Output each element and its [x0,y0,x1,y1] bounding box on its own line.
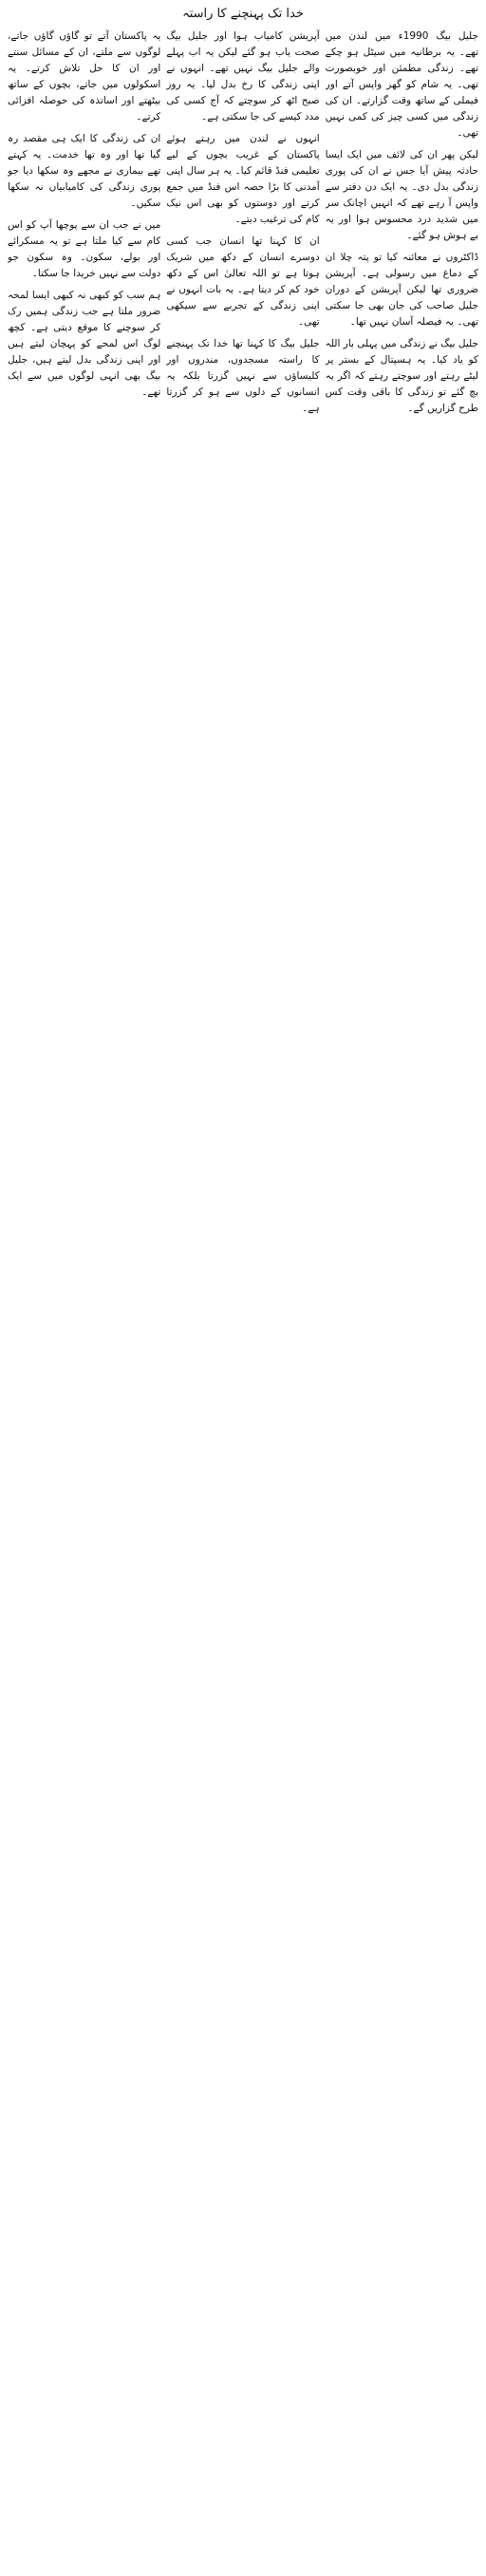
article-paragraph: میں نے جب ان سے پوچھا آپ کو اس کام سے کیا ملتا ہے تو یہ مسکرائے اور بولے، سکون۔ وہ سکون جو دولت سے نہیں خریدا جا سکتا۔ [8,219,161,279]
article-headline: خدا تک پہنچنے کا راستہ [182,7,304,21]
article-paragraph: ڈاکٹروں نے معائنہ کیا تو پتہ چلا ان کے دماغ میں رسولی ہے۔ آپریشن ضروری تھا لیکن آپریشن کے دوران جلیل صاحب کی جان بھی جا سکتی تھی۔ یہ فیصلہ آسان نہیں تھا۔ [325,252,478,328]
article-column [166,28,319,2568]
article-column [326,28,478,2568]
article-columns [8,28,478,2568]
article-paragraph: ان کا کہنا تھا انسان جب کسی دوسرے انسان کے دکھ میں شریک ہوتا ہے تو اللہ تعالیٰ اس کے دکھ خود کم کر دیتا ہے۔ یہ بات انہوں نے اپنی زندگی کے تجربے سے سیکھی تھی۔ [166,235,320,328]
article-paragraph: انہوں نے لندن میں رہتے ہوئے پاکستان کے غریب بچوں کے لیے تعلیمی فنڈ قائم کیا۔ یہ ہر سال اپنی آمدنی کا بڑا حصہ اس فنڈ میں جمع کرتے اور دوستوں کو بھی اس نیک کام کی ترغیب دیتے۔ [166,133,320,225]
article-paragraph: جلیل بیگ 1990ء میں لندن میں تھے۔ یہ برطانیہ میں سیٹل ہو چکے تھے۔ زندگی مطمئن اور خوبصورت تھی۔ یہ شام کو گھر واپس آتے اور فیملی کے ساتھ وقت گزارتے۔ ان کی زندگی میں کسی چیز کی کمی نہیں تھی۔ [325,30,478,139]
article-paragraph: آپریشن کامیاب ہوا اور جلیل بیگ صحت یاب ہو گئے لیکن یہ اب پہلے والے جلیل بیگ نہیں تھے۔ انہوں نے اپنی زندگی کا رخ بدل لیا۔ یہ روز صبح اٹھ کر سوچتے کہ آج کسی کی مدد کیسے کی جا سکتی ہے۔ [166,30,320,122]
article-paragraph: جلیل بیگ نے زندگی میں پہلی بار اللہ کو یاد کیا۔ یہ ہسپتال کے بستر پر لیٹے رہتے اور سوچتے رہتے کہ اگر یہ بچ گئے تو زندگی کا باقی وقت کس طرح گزاریں گے۔ [325,338,478,414]
article-paragraph: ہم سب کو کبھی نہ کبھی ایسا لمحہ ضرور ملتا ہے جب زندگی ہمیں رک کر سوچنے کا موقع دیتی ہے۔ کچھ لوگ اس لمحے کو پہچان لیتے ہیں اور اپنی زندگی بدل لیتے ہیں، جلیل بیگ بھی انہی لوگوں میں سے ایک تھے۔ [8,290,161,398]
article-paragraph: جلیل بیگ کا کہنا تھا خدا تک پہنچنے کا راستہ مسجدوں، مندروں اور کلیساؤں سے نہیں گزرتا بلکہ یہ انسانوں کے دلوں سے ہو کر گزرتا ہے۔ [166,338,320,414]
article-paragraph: ان کی زندگی کا ایک ہی مقصد رہ گیا تھا اور وہ تھا خدمت۔ یہ کہتے تھے بیماری نے مجھے وہ سکھا دیا جو پوری زندگی کی کامیابیاں نہ سکھا سکیں۔ [8,133,161,209]
article-paragraph: یہ پاکستان آتے تو گاؤں گاؤں جاتے، لوگوں سے ملتے، ان کے مسائل سنتے اور ان کا حل تلاش کرتے۔ یہ اسکولوں میں جاتے، بچوں کے ساتھ بیٹھتے اور اساتذہ کی حوصلہ افزائی کرتے۔ [8,30,161,122]
article-paragraph: لیکن پھر ان کی لائف میں ایک ایسا حادثہ پیش آیا جس نے ان کی پوری زندگی بدل دی۔ یہ ایک دن دفتر سے واپس آ رہے تھے کہ انہیں اچانک سر میں شدید درد محسوس ہوا اور یہ بے ہوش ہو گئے۔ [325,149,478,241]
article-column [8,28,160,2568]
